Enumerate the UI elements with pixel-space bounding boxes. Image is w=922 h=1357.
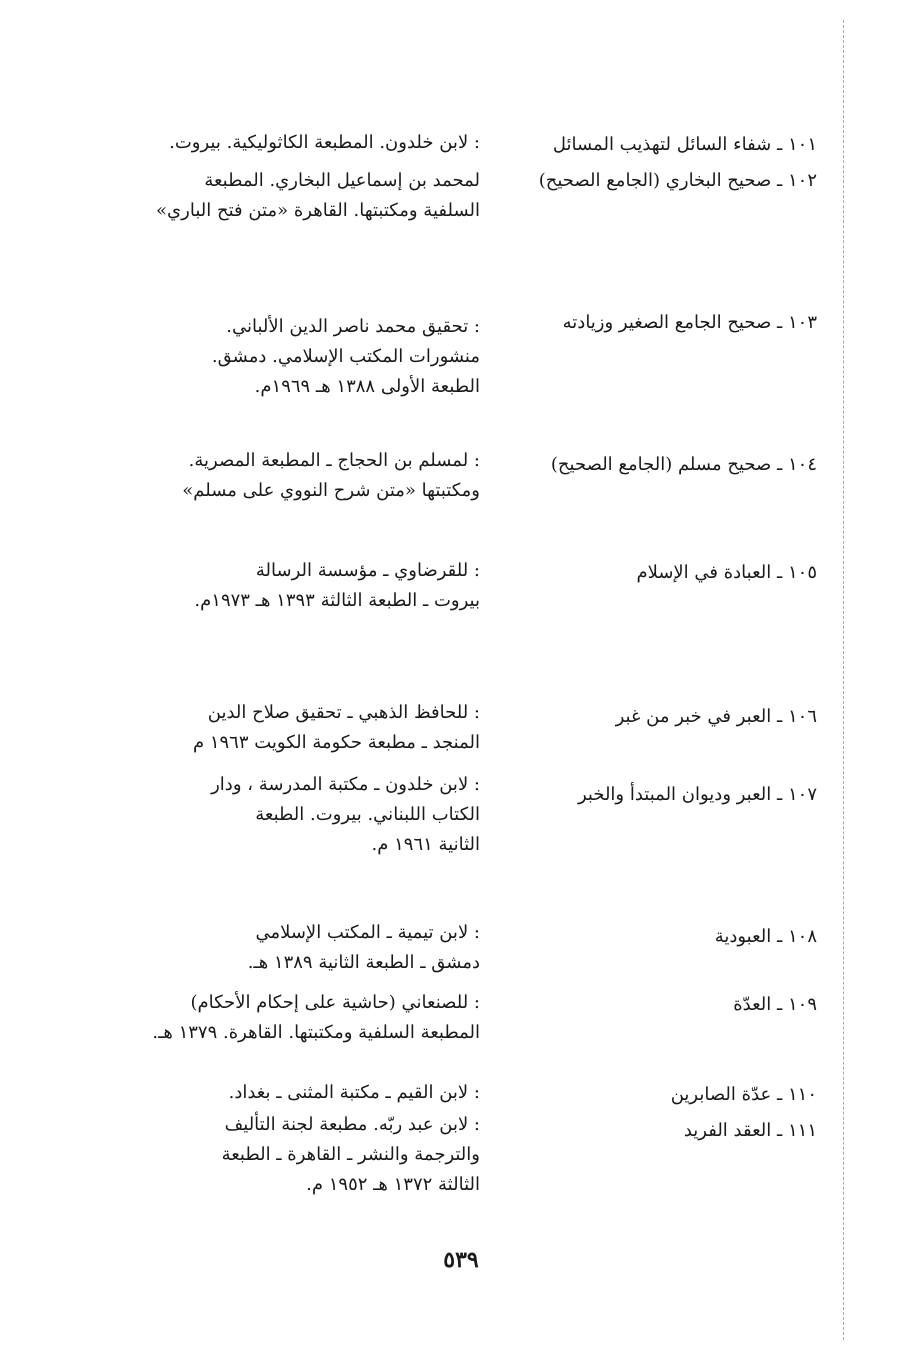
entry-105-title: ١٠٥ ـ العبادة في الإسلام xyxy=(636,562,817,583)
detail-line: : لابن خلدون ـ مكتبة المدرسة ، ودار xyxy=(211,774,480,795)
entry-109-details xyxy=(110,988,480,1048)
detail-line: : لمسلم بن الحجاج ـ المطبعة المصرية. xyxy=(188,450,480,471)
entry-109-title: ١٠٩ ـ العدّة xyxy=(733,994,817,1015)
entry-107-title: ١٠٧ ـ العبر وديوان المبتدأ والخبر xyxy=(577,784,817,805)
detail-line: لمحمد بن إسماعيل البخاري. المطبعة xyxy=(204,170,480,191)
detail-line: بيروت ـ الطبعة الثالثة ١٣٩٣ هـ ١٩٧٣م. xyxy=(194,590,480,611)
detail-line: الكتاب اللبناني. بيروت. الطبعة xyxy=(255,804,480,825)
detail-line: : للصنعاني (حاشية على إحكام الأحكام) xyxy=(190,992,480,1013)
entry-105-details xyxy=(110,556,480,616)
detail-line: والترجمة والنشر ـ القاهرة ـ الطبعة xyxy=(221,1144,480,1165)
page-edge-rule xyxy=(843,20,844,1340)
detail-line: المطبعة السلفية ومكتبتها. القاهرة. ١٣٧٩ هـ. xyxy=(152,1022,480,1043)
detail-line: منشورات المكتب الإسلامي. دمشق. xyxy=(211,346,480,367)
entry-106-title: ١٠٦ ـ العبر في خبر من غبر xyxy=(615,706,817,727)
detail-line: : لابن القيم ـ مكتبة المثنى ـ بغداد. xyxy=(228,1082,480,1103)
detail-line: : للحافظ الذهبي ـ تحقيق صلاح الدين xyxy=(207,702,480,723)
entry-103-title: ١٠٣ ـ صحيح الجامع الصغير وزيادته xyxy=(562,312,817,333)
entry-106-details xyxy=(110,698,480,758)
entry-111-details xyxy=(110,1110,480,1200)
entry-111-title: ١١١ ـ العقد الفريد xyxy=(683,1120,817,1141)
page-number: ٥٣٩ xyxy=(443,1247,479,1273)
detail-line: دمشق ـ الطبعة الثانية ١٣٨٩ هـ. xyxy=(247,952,480,973)
detail-line: الثانية ١٩٦١ م. xyxy=(371,834,480,855)
entry-102-details xyxy=(110,166,480,226)
entry-101-title: ١٠١ ـ شفاء السائل لتهذيب المسائل xyxy=(552,134,817,155)
detail-line: السلفية ومكتبتها. القاهرة «متن فتح الباري» xyxy=(156,200,480,221)
detail-line: : لابن خلدون. المطبعة الكاثوليكية. بيروت. xyxy=(169,132,480,153)
entry-102-title: ١٠٢ ـ صحيح البخاري (الجامع الصحيح) xyxy=(538,170,817,191)
entry-101-details xyxy=(110,128,480,158)
entry-104-title: ١٠٤ ـ صحيح مسلم (الجامع الصحيح) xyxy=(550,454,817,475)
entry-110-details xyxy=(110,1078,480,1108)
detail-line: الثالثة ١٣٧٢ هـ ١٩٥٢ م. xyxy=(306,1174,480,1195)
detail-line: الطبعة الأولى ١٣٨٨ هـ ١٩٦٩م. xyxy=(254,376,480,397)
detail-line: : لابن عبد ربّه. مطبعة لجنة التأليف xyxy=(224,1114,480,1135)
detail-line: ومكتبتها «متن شرح النووي على مسلم» xyxy=(182,480,480,501)
entry-104-details xyxy=(110,446,480,506)
entry-107-details xyxy=(110,770,480,860)
entry-108-title: ١٠٨ ـ العبودية xyxy=(714,926,817,947)
detail-line: : لابن تيمية ـ المكتب الإسلامي xyxy=(255,922,480,943)
entry-108-details xyxy=(110,918,480,978)
entry-110-title: ١١٠ ـ عدّة الصابرين xyxy=(670,1084,817,1105)
detail-line: : للقرضاوي ـ مؤسسة الرسالة xyxy=(255,560,480,581)
detail-line: : تحقيق محمد ناصر الدين الألباني. xyxy=(226,316,480,337)
entry-103-details xyxy=(110,312,480,402)
detail-line: المنجد ـ مطبعة حكومة الكويت ١٩٦٣ م xyxy=(192,732,480,753)
